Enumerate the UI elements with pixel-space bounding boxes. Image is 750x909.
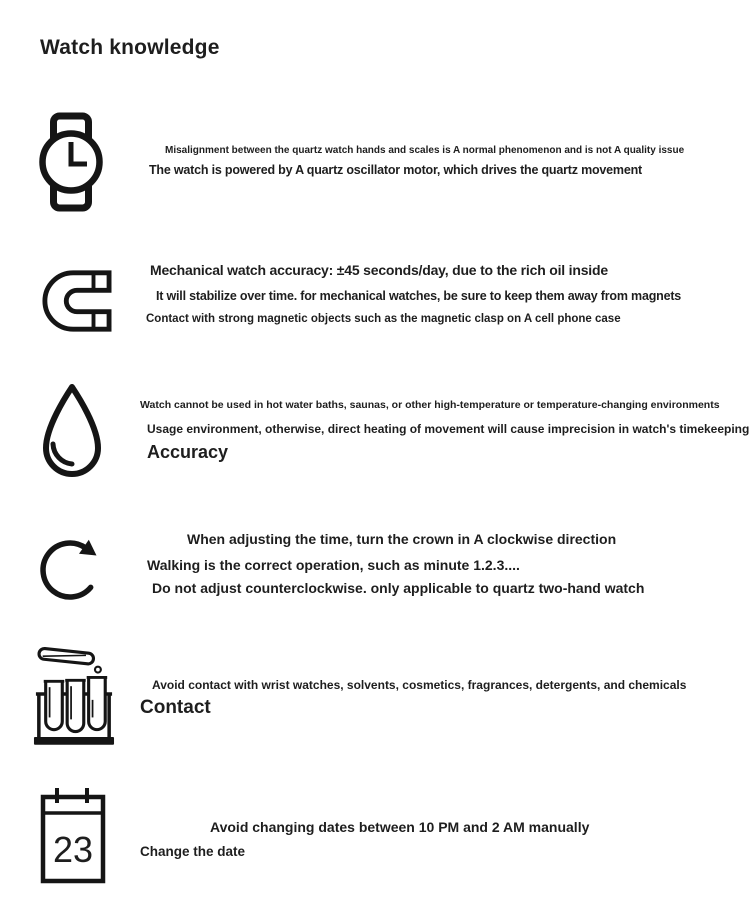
water-drop-icon (38, 382, 106, 482)
quartz-note-line: Misalignment between the quartz watch hands and scales is A normal phenomenon and is not A quality issue (165, 145, 685, 156)
adjust-main-line: When adjusting the time, turn the crown in A clockwise direction (187, 531, 617, 547)
page-title: Watch knowledge (40, 36, 220, 59)
chemical-note-line: Avoid contact with wrist watches, solvents, cosmetics, fragrances, detergents, and chemicals (152, 678, 687, 692)
magnet-note-line: Contact with strong magnetic objects such as the magnetic clasp on A cell phone case (146, 313, 621, 325)
temperature-sub-line: Usage environment, otherwise, direct heating of movement will cause imprecision in watch's timekeeping (147, 422, 750, 436)
wrist-watch-icon (36, 112, 106, 212)
magnet-main-line: Mechanical watch accuracy: ±45 seconds/day, due to the rich oil inside (150, 262, 608, 278)
magnet-icon (38, 266, 114, 336)
temperature-note-line: Watch cannot be used in hot water baths, saunas, or other high-temperature or temperature-changing environments (140, 399, 720, 411)
quartz-main-line: The watch is powered by A quartz oscillator motor, which drives the quartz movement (149, 163, 642, 177)
temperature-heading: Accuracy (147, 442, 229, 462)
adjust-sub-line: Walking is the correct operation, such as minute 1.2.3.... (147, 557, 520, 573)
calendar-icon (40, 787, 106, 885)
clockwise-rotation-icon (36, 520, 108, 608)
chemical-heading: Contact (140, 697, 211, 718)
date-main-line: Avoid changing dates between 10 PM and 2 AM manually (210, 819, 590, 835)
calendar-day-number: 23 (52, 829, 94, 870)
test-tubes-icon (33, 641, 115, 747)
adjust-warning-line: Do not adjust counterclockwise. only applicable to quartz two-hand watch (152, 580, 645, 596)
date-heading: Change the date (140, 844, 246, 859)
magnet-sub-line: It will stabilize over time. for mechanical watches, be sure to keep them away from magnets (156, 289, 682, 303)
